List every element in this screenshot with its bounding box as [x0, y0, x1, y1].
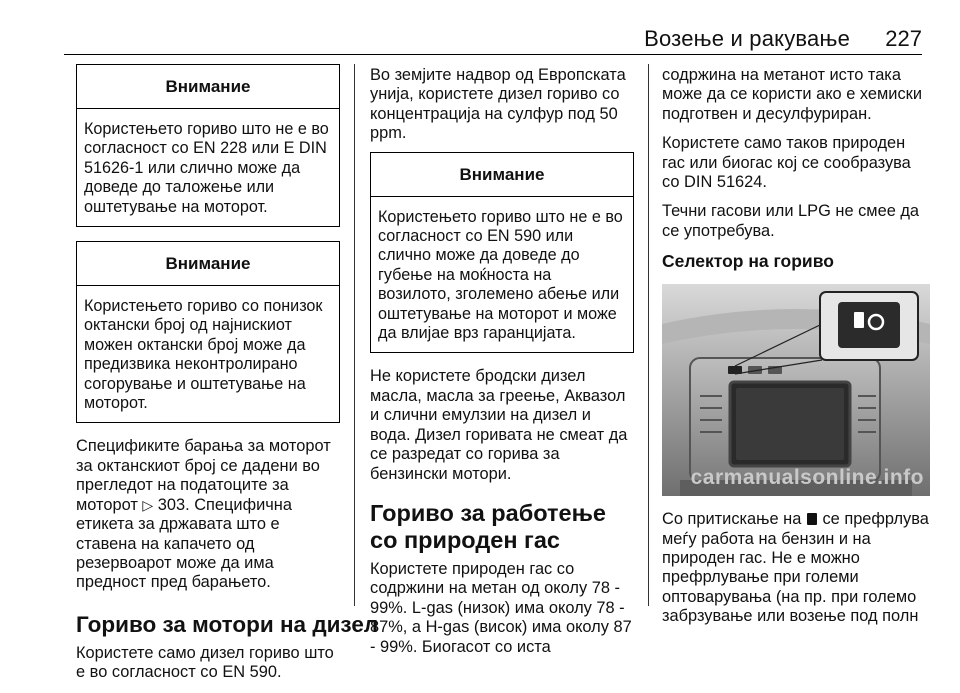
- fuel-selector-photo: [662, 284, 930, 496]
- dashboard-illustration: [662, 284, 930, 496]
- column-divider: [648, 64, 649, 606]
- diesel-paragraph: Користете само дизел гориво што е во согласност со EN 590.: [76, 643, 334, 682]
- sulfur-paragraph: Во земјите надвор од Европската унија, користете дизел гориво со концентрација на сулфур под 50 ppm.: [370, 66, 626, 143]
- warning-heading: Внимание: [371, 153, 633, 197]
- fuel-pump-icon: [854, 312, 864, 328]
- header-rule: [64, 54, 922, 55]
- column-divider: [354, 64, 355, 606]
- octane-paragraph: Спецификите барања за моторот за октанскиот број се дадени во прегледот на податоците за моторот ▷ 303. Специфична етикета за државата што е ставена на капачето од резервоарот може да има предност пред барањето.: [76, 437, 331, 592]
- heading-natural-gas: Гориво за работење со природен гас: [370, 499, 606, 553]
- marine-diesel-paragraph: Не користете бродски дизел масла, масла за греење, Аквазол и слични емулзии на дизел и вода. Дизел горивата не смеат да се разредат со горива за бензински мотори.: [370, 367, 628, 483]
- warning-box: [76, 64, 340, 227]
- warning-body: Користењето гориво што не е во согласност со EN 228 или E DIN 51626-1 или слично може да доведе до таложење или оштетување на моторот.: [84, 120, 329, 216]
- column-right: [662, 66, 930, 637]
- fuel-selector-paragraph: Со притискање на се префрлува меѓу работа на бензин и на природен гас. Не е можно префрлување при големи оптоварувања (на пр. при големо забрзување или возење под полн: [662, 510, 929, 626]
- warning-body: Користењето гориво што не е во согласност со EN 590 или слично може да доведе до губење на моќноста на возилото, зголемено абење или оштетување на моторот и може да влијае врз гаранцијата.: [378, 207, 623, 343]
- natural-gas-paragraph: Користете природен гас со содржини на метан од околу 78 - 99%. L-gas (низок) има околу 78 - 87%, а H-gas (висок) има околу 87 - 99%. Биогасот со иста: [370, 559, 632, 656]
- page-number: 227: [885, 26, 922, 51]
- column-middle: [370, 66, 634, 667]
- page-header: [0, 0, 960, 58]
- din-paragraph: Користете само таков природен гас или биогас кој се сообразува со DIN 51624.: [662, 134, 911, 192]
- heading-fuel-selector: Селектор на гориво: [662, 251, 834, 272]
- lpg-paragraph: Течни гасови или LPG не смее да се употребува.: [662, 202, 920, 240]
- page-ref-icon: ▷: [142, 496, 154, 513]
- fuel-selector-button-icon: [807, 513, 817, 525]
- page-ref-number[interactable]: 303: [157, 495, 186, 514]
- warning-body: Користењето гориво со понизок октански број од најнискиот можен октански број може да предизвика неконтролирано согорување и оштетување на моторот.: [84, 297, 323, 413]
- warning-heading: Внимание: [77, 242, 339, 286]
- watermark-text: carmanualsonline.info: [690, 466, 924, 490]
- heading-diesel: Гориво за мотори на дизел: [76, 611, 379, 637]
- column-left: [76, 64, 379, 693]
- warning-box: [370, 152, 634, 354]
- section-title: Возење и ракување: [644, 26, 850, 51]
- biogas-paragraph: содржина на метанот исто така може да се користи ако е хемиски подготвен и десулфуриран.: [662, 66, 922, 123]
- warning-heading: Внимание: [77, 65, 339, 109]
- warning-box: [76, 241, 340, 423]
